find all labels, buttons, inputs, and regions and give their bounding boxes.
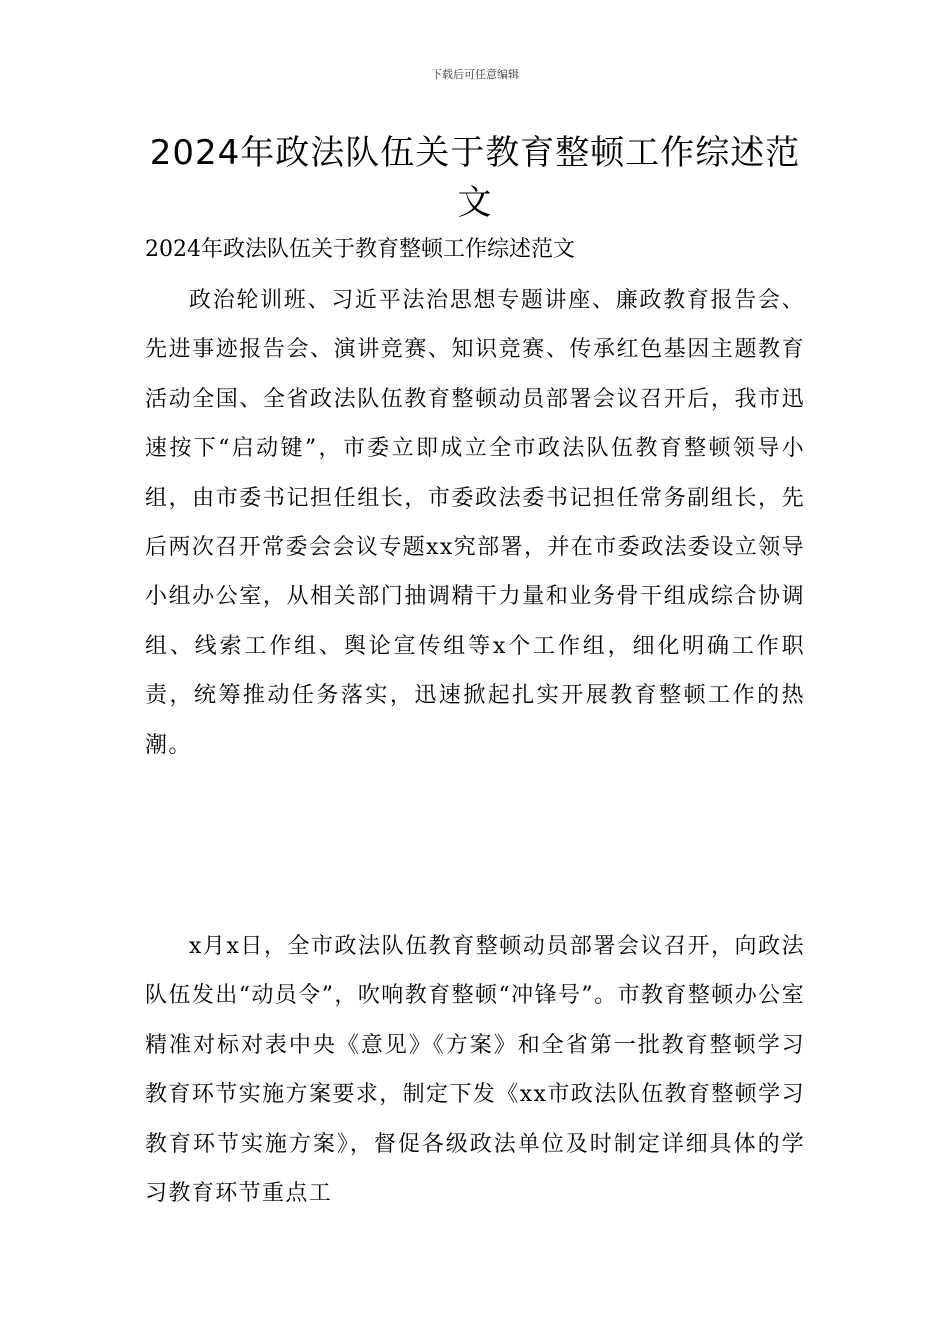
paragraph-2: x月x日，全市政法队伍教育整顿动员部署会议召开，向政法队伍发出“动员令”，吹响教育整顿“冲锋号”。市教育整顿办公室精准对标对表中央《意见》《方案》和全省第一批教育整顿学习教育环节实施方案要求，制定下发《xx市政法队伍教育整顿学习教育环节实施方案》，督促各级政法单位及时制定详细具体的学习教育环节重点工 [145,934,805,1207]
document-title: 2024年政法队伍关于教育整顿工作综述范文 [149,133,801,223]
document-subtitle: 2024年政法队伍关于教育整顿工作综述范文 [145,237,575,262]
header-note: 下载后可任意编辑 [431,68,519,81]
paragraph-1: 政治轮训班、习近平法治思想专题讲座、廉政教育报告会、先进事迹报告会、演讲竞赛、知识竞赛、传承红色基因主题教育活动全国、全省政法队伍教育整顿动员部署会议召开后，我市迅速按下“启动键”，市委立即成立全市政法队伍教育整顿领导小组，由市委书记担任组长，市委政法委书记担任常务副组长，先后两次召开常委会会议专题xx究部署，并在市委政法委设立领导小组办公室，从相关部门抽调精干力量和业务骨干组成综合协调组、线索工作组、舆论宣传组等x个工作组，细化明确工作职责，统筹推动任务落实，迅速掀起扎实开展教育整顿工作的热潮。 [145,288,805,758]
